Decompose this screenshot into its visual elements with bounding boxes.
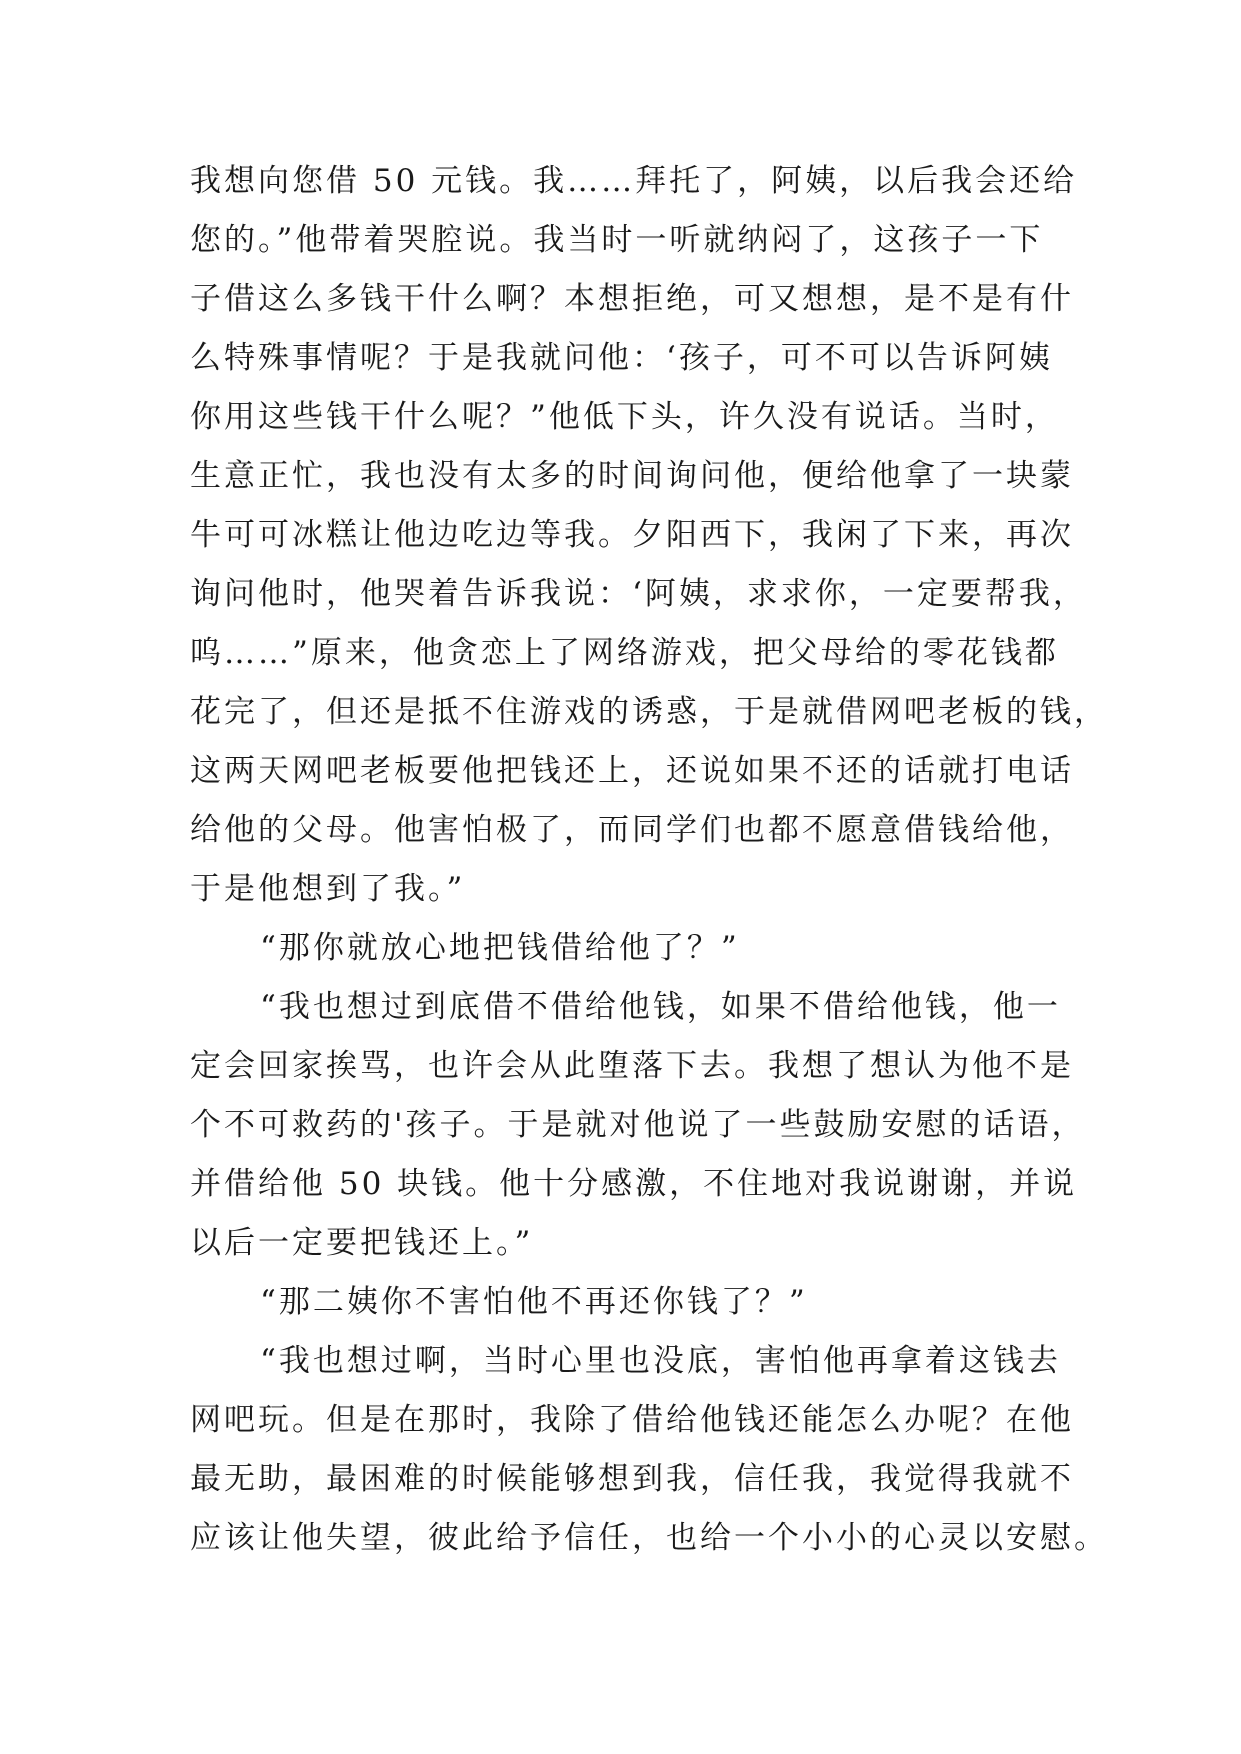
text-line: 呜……”原来，他贪恋上了网络游戏，把父母给的零花钱都 <box>190 635 1059 671</box>
text-line: 花完了，但还是抵不住游戏的诱惑，于是就借网吧老板的钱， <box>190 694 1108 730</box>
text-line: 么特殊事情呢？于是我就问他：‘孩子，可不可以告诉阿姨 <box>190 340 1053 376</box>
text-line: 询问他时，他哭着告诉我说：‘阿姨，求求你，一定要帮我， <box>190 576 1087 612</box>
text-line: “我也想过啊，当时心里也没底，害怕他再拿着这钱去 <box>260 1343 1061 1379</box>
text-line: 网吧玩。但是在那时，我除了借给他钱还能怎么办呢？在他 <box>190 1402 1074 1438</box>
text-line: 给他的父母。他害怕极了，而同学们也都不愿意借钱给他， <box>190 812 1074 848</box>
text-line: 于是他想到了我。” <box>190 871 466 907</box>
text-line: 最无助，最困难的时候能够想到我，信任我，我觉得我就不 <box>190 1461 1074 1497</box>
body-text <box>190 152 1108 1568</box>
text-line: 生意正忙，我也没有太多的时间询问他，便给他拿了一块蒙 <box>190 458 1074 494</box>
text-line: 您的。”他带着哭腔说。我当时一听就纳闷了，这孩子一下 <box>190 222 1044 258</box>
text-line: “我也想过到底借不借给他钱，如果不借给他钱，他一 <box>260 989 1061 1025</box>
text-line: 并借给他 50 块钱。他十分感激，不住地对我说谢谢，并说 <box>190 1166 1078 1202</box>
text-line: 我想向您借 50 元钱。我……拜托了，阿姨，以后我会还给 <box>190 163 1078 199</box>
text-line: “那你就放心地把钱借给他了？” <box>260 930 740 966</box>
text-line: 子借这么多钱干什么啊？本想拒绝，可又想想，是不是有什 <box>190 281 1074 317</box>
text-line: 牛可可冰糕让他边吃边等我。夕阳西下，我闲了下来，再次 <box>190 517 1074 553</box>
text-line: 定会回家挨骂，也许会从此堕落下去。我想了想认为他不是 <box>190 1048 1074 1084</box>
text-line: 应该让他失望，彼此给予信任，也给一个小小的心灵以安慰。 <box>190 1520 1108 1556</box>
text-line: 这两天网吧老板要他把钱还上，还说如果不还的话就打电话 <box>190 753 1074 789</box>
text-line: 以后一定要把钱还上。” <box>190 1225 534 1261</box>
text-line: 你用这些钱干什么呢？”他低下头，许久没有说话。当时， <box>190 399 1059 435</box>
text-line: “那二姨你不害怕他不再还你钱了？” <box>260 1284 808 1320</box>
text-line: 个不可救药的'孩子。于是就对他说了一些鼓励安慰的话语， <box>190 1107 1086 1143</box>
